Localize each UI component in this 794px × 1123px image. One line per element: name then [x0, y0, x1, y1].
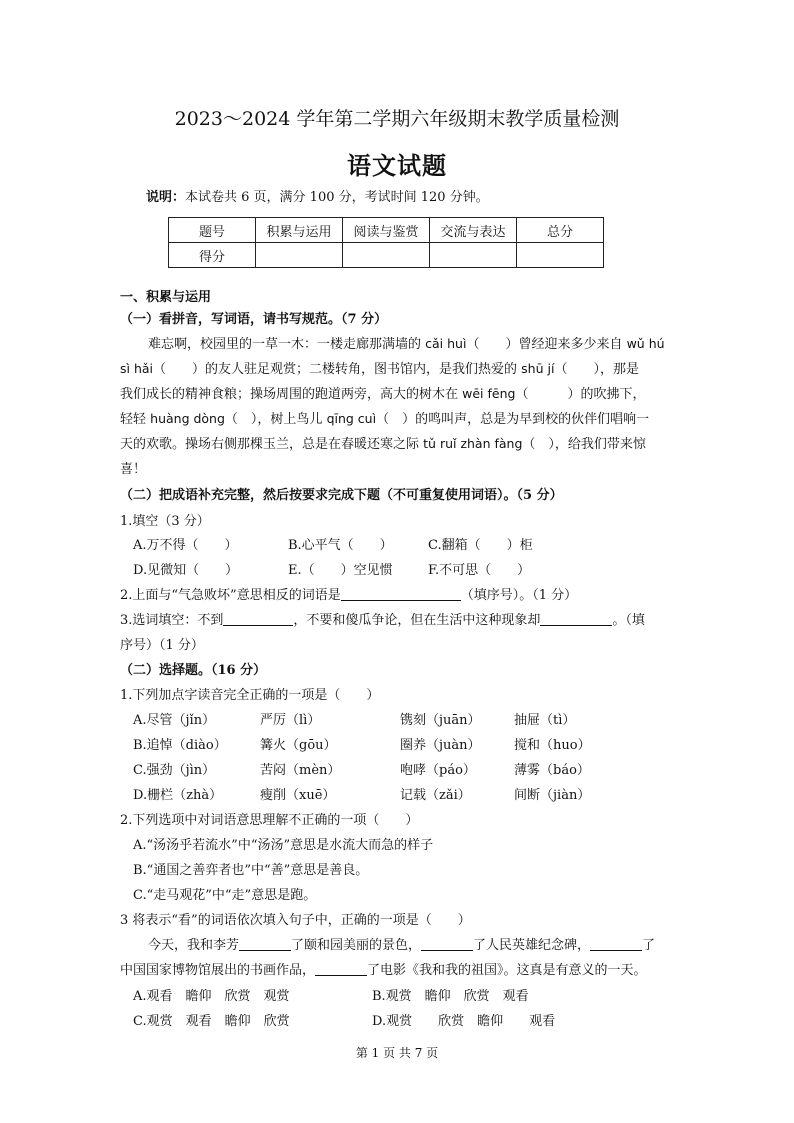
answer-blank[interactable] [540, 612, 612, 626]
part1-heading: （一）看拼音，写词语，请书写规范。（7 分） [120, 312, 388, 327]
answer-blank[interactable] [239, 937, 291, 951]
mc1-option: 记载（zǎi） [400, 788, 471, 803]
mc1-option: D.栅栏（zhà） [133, 788, 223, 803]
score-header-cell: 阅读与鉴赏 [343, 218, 430, 243]
score-header-cell: 题号 [169, 218, 256, 243]
mc1-option: 抽屉（tì） [514, 713, 576, 728]
section-heading: 一、积累与运用 [120, 290, 212, 305]
score-header-cell: 总分 [517, 218, 604, 243]
mc1-option: 圈养（juàn） [400, 738, 481, 753]
mc1-option: 间断（jiàn） [514, 788, 591, 803]
page-footer: 第 1 页 共 7 页 [355, 1046, 439, 1060]
note-label: 说明： [146, 190, 186, 205]
note-text: 本试卷共 6 页，满分 100 分，考试时间 120 分钟。 [185, 190, 489, 205]
score-header-cell: 交流与表达 [430, 218, 517, 243]
mc1-stem: 1.下列加点字读音完全正确的一项是（ ） [120, 688, 380, 703]
mc1-option: 镌刻（juān） [400, 713, 481, 728]
mc3-option: D.观赏 欣赏 瞻仰 观看 [372, 1014, 556, 1029]
passage-line: 喜！ [120, 462, 147, 477]
idiom-item: D.见微知（ ） [133, 563, 239, 578]
mc3-passage-line: 中国国家博物馆展出的书画作品， 了电影《我和我的祖国》。这真是有意义的一天。 [120, 963, 647, 978]
question-2: 2.上面与“气急败坏”意思相反的词语是 （填序号）。（1 分） [120, 588, 578, 603]
score-cell[interactable] [517, 243, 604, 268]
idiom-item: B.心平气（ ） [288, 538, 393, 553]
mc3-stem: 3 将表示“看”的词语依次填入句子中，正确的一项是（ ） [120, 913, 471, 928]
question-label: 1.填空（3 分） [120, 514, 210, 529]
idiom-item: E.（ ）空见惯 [288, 563, 393, 578]
mc1-option: 瘦削（xuē） [260, 788, 336, 803]
answer-blank[interactable] [421, 937, 473, 951]
score-cell[interactable] [430, 243, 517, 268]
mc1-option: A.尽管（jǐn） [133, 713, 216, 728]
part3-heading: （二）选择题。（16 分） [120, 663, 267, 678]
score-row-label: 得分 [169, 243, 256, 268]
mc1-option: 搅和（huo） [514, 738, 591, 753]
question-3-tail: 序号）（1 分） [120, 638, 204, 653]
exam-title: 2023～2024 学年第二学期六年级期末教学质量检测 [174, 108, 620, 130]
answer-blank[interactable] [315, 962, 367, 976]
mc1-option: C.强劲（jìn） [133, 763, 216, 778]
passage-line: sì hǎi（ ）的友人驻足观赏；二楼转角，图书馆内，是我们热爱的 shū jí（ ），那是 [120, 361, 639, 377]
passage-line: 难忘啊，校园里的一草一木：一楼走廊那满墙的 cǎi huì（ ）曾经迎来多少来自 wǔ hú [148, 336, 665, 352]
score-header-cell: 积累与运用 [256, 218, 343, 243]
question-3: 3.选词填空：不到 ，不要和傻瓜争论，但在生活中这种现象却 。（填 [120, 613, 645, 628]
exam-subject: 语文试题 [347, 151, 447, 180]
mc3-option: A.观看 瞻仰 欣赏 观赏 [133, 989, 290, 1004]
part2-heading: （二）把成语补充完整，然后按要求完成下题（不可重复使用词语）。（5 分） [120, 488, 563, 503]
score-table [168, 217, 604, 268]
score-cell[interactable] [256, 243, 343, 268]
passage-line: 轻轻 huàng dòng（ ），树上鸟儿 qīng cuì（ ）的鸣叫声，总是为早到校的伙伴们唱响一 [120, 411, 650, 427]
mc3-option: C.观赏 观看 瞻仰 欣赏 [133, 1014, 290, 1029]
idiom-item: A.万不得（ ） [133, 538, 238, 553]
exam-note [146, 186, 489, 205]
mc2-stem: 2.下列选项中对词语意思理解不正确的一项（ ） [120, 813, 419, 828]
mc2-option: A.“汤汤乎若流水”中“汤汤”意思是水流大而急的样子 [133, 838, 434, 853]
score-cell[interactable] [343, 243, 430, 268]
idiom-item: C.翻箱（ ）柜 [428, 538, 533, 553]
mc1-option: 薄雾（báo） [514, 763, 590, 778]
mc3-option: B.观赏 瞻仰 欣赏 观看 [372, 989, 529, 1004]
passage-line: 天的欢歌。操场右侧那棵玉兰，总是在春暖还寒之际 tǔ ruǐ zhàn fàng（ ），给我们带来惊 [120, 436, 646, 452]
mc1-option: 严厉（lì） [260, 713, 321, 728]
mc2-option: C.“走马观花”中“走”意思是跑。 [133, 888, 317, 903]
answer-blank[interactable] [590, 937, 642, 951]
answer-blank[interactable] [223, 612, 293, 626]
idiom-item: F.不可思（ ） [428, 563, 531, 578]
answer-blank[interactable] [341, 587, 461, 601]
mc1-option: 篝火（gōu） [260, 738, 337, 753]
mc3-passage-line: 今天，我和李芳 了颐和园美丽的景色， 了人民英雄纪念碑， 了 [148, 938, 656, 953]
mc1-option: 咆哮（páo） [400, 763, 476, 778]
mc1-option: 苦闷（mèn） [260, 763, 341, 778]
mc2-option: B.“通国之善弈者也”中“善”意思是善良。 [133, 863, 369, 878]
mc1-option: B.追悼（diào） [133, 738, 227, 753]
passage-line: 我们成长的精神食粮；操场周围的跑道两旁，高大的树木在 wēi fēng（ ）的吹拂下， [120, 386, 646, 402]
